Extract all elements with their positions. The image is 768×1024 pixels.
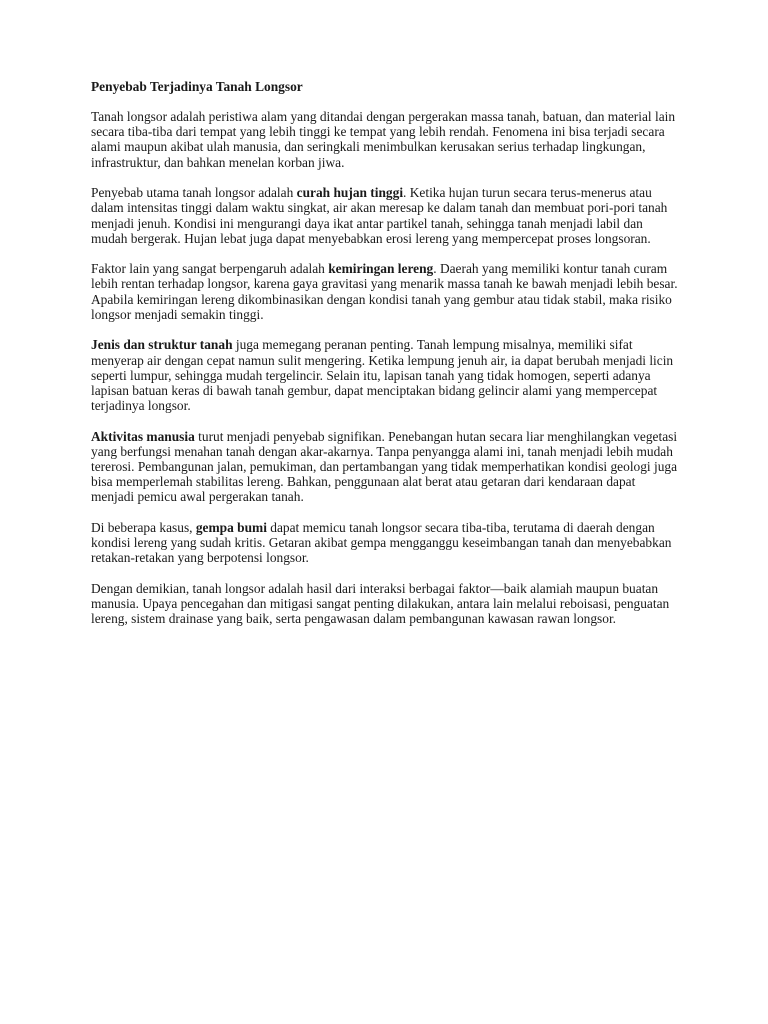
paragraph-human-activity (91, 429, 681, 505)
paragraph-text: turut menjadi penyebab signifikan. Penebangan hutan secara liar menghilangkan vegetasi yang berfungsi menahan tanah dengan akar-akarnya. Tanpa penyangga alami ini, tanah menjadi lebih mudah tererosi. Pembangunan jalan, pemukiman, dan pertambangan yang tidak memperhatikan kondisi geologi juga bisa memperlemah stabilitas lereng. Bahkan, penggunaan alat berat atau getaran dari kendaraan dapat menjadi pemicu awal pergerakan tanah. (91, 428, 678, 505)
paragraph-earthquake (91, 520, 681, 566)
paragraph-rainfall (91, 185, 681, 246)
paragraph-text: Di beberapa kasus, (91, 519, 196, 535)
paragraph-text: Tanah longsor adalah peristiwa alam yang ditandai dengan pergerakan massa tanah, batuan, dan material lain secara tiba-tiba dari tempat yang lebih tinggi ke tempat yang lebih rendah. Fenomena ini bisa terjadi secara alami maupun akibat ulah manusia, dan seringkali menimbulkan kerusakan serius terhadap lingkungan, infrastruktur, dan bahkan menelan korban jiwa. (91, 109, 676, 170)
paragraph-text: . Ketika hujan turun secara terus-menerus atau dalam intensitas tinggi dalam waktu singkat, air akan meresap ke dalam tanah dan membuat pori-pori tanah menjadi jenuh. Kondisi ini mengurangi daya ikat antar partikel tanah, sehingga tanah menjadi labil dan mudah bergerak. Hujan lebat juga dapat menyebabkan erosi lereng yang mempercepat proses longsoran. (91, 185, 668, 246)
paragraph-keyword: gempa bumi (195, 519, 267, 535)
paragraph-soil-type (91, 337, 681, 413)
paragraph-text: Penyebab utama tanah longsor adalah (91, 185, 297, 201)
paragraph-text: . Daerah yang memiliki kontur tanah curam lebih rentan terhadap longsor, karena gaya gravitasi yang menarik massa tanah ke bawah menjadi lebih besar. Apabila kemiringan lereng dikombinasikan dengan kondisi tanah yang gembur atau tidak stabil, maka risiko longsor menjadi semakin tinggi. (91, 261, 678, 322)
paragraph-text: juga memegang peranan penting. Tanah lempung misalnya, memiliki sifat menyerap air dengan cepat namun sulit mengering. Ketika lempung jenuh air, ia dapat berubah menjadi licin seperti lumpur, sehingga mudah tergelincir. Selain itu, lapisan tanah yang tidak homogen, seperti adanya lapisan batuan keras di bawah tanah gembur, dapat menciptakan bidang gelincir alami yang mempercepat terjadinya longsor. (91, 337, 674, 414)
document-page (91, 79, 681, 642)
paragraph-conclusion (91, 581, 681, 627)
paragraph-text: Faktor lain yang sangat berpengaruh adalah (91, 261, 329, 277)
paragraph-text: dapat memicu tanah longsor secara tiba-tiba, terutama di daerah dengan kondisi lereng yang sudah kritis. Getaran akibat gempa mengganggu keseimbangan tanah dan menyebabkan retakan-retakan yang berpotensi longsor. (91, 519, 672, 566)
paragraph-slope (91, 261, 681, 322)
paragraph-text: Dengan demikian, tanah longsor adalah hasil dari interaksi berbagai faktor—baik alamiah maupun buatan manusia. Upaya pencegahan dan mitigasi sangat penting dilakukan, antara lain melalui reboisasi, penguatan lereng, sistem drainase yang baik, serta pengawasan dalam pembangunan kawasan rawan longsor. (91, 580, 670, 627)
paragraph-keyword: Aktivitas manusia (91, 428, 195, 444)
paragraph-keyword: curah hujan tinggi (296, 185, 404, 201)
paragraph-keyword: Jenis dan struktur tanah (91, 337, 233, 353)
paragraph-keyword: kemiringan lereng (328, 261, 434, 277)
paragraph-intro (91, 109, 681, 170)
document-title: Penyebab Terjadinya Tanah Longsor (91, 79, 303, 94)
